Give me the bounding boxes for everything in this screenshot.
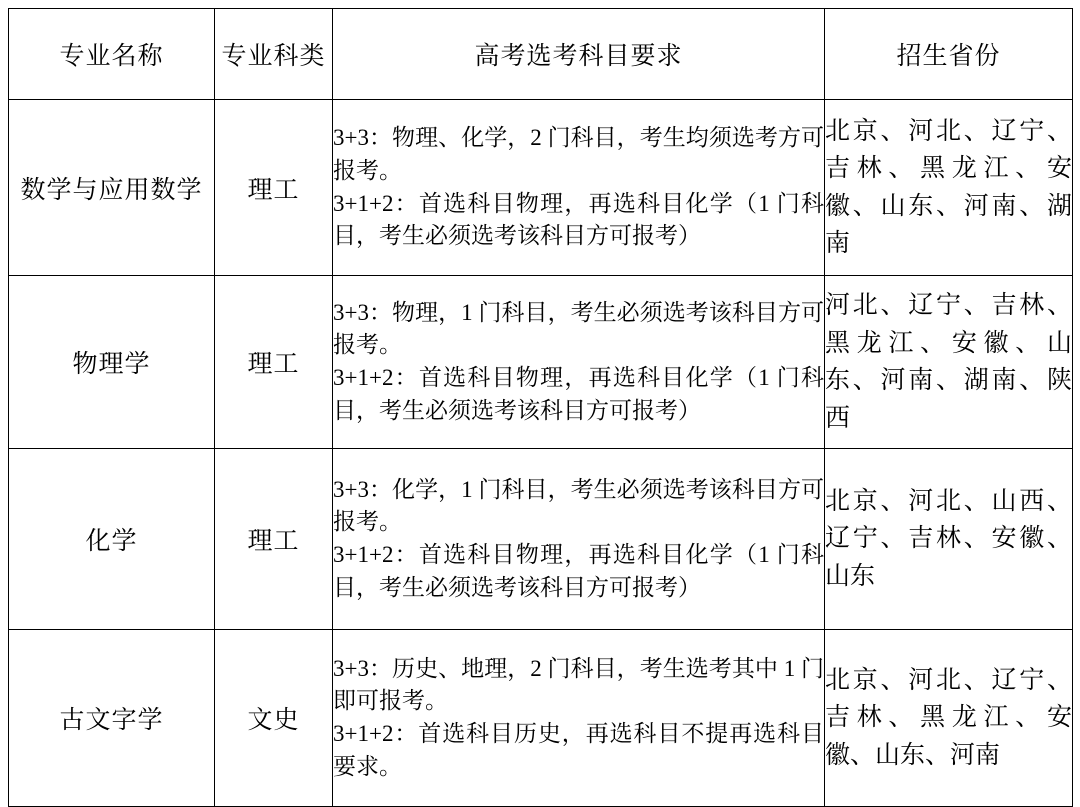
table-row — [9, 276, 1073, 449]
requirement-line-3plus3: 3+3：物理、化学，2 门科目，考生均须选考方可报考。 — [333, 125, 824, 183]
table-row — [9, 100, 1073, 276]
requirement-line-3plus1plus2: 3+1+2：首选科目物理，再选科目化学（1 门科目，考生必须选考该科目方可报考） — [333, 365, 824, 423]
requirement-line-3plus1plus2: 3+1+2：首选科目物理，再选科目化学（1 门科目，考生必须选考该科目方可报考） — [333, 542, 824, 600]
column-header-provinces: 招生省份 — [825, 9, 1073, 100]
cell-category: 理工 — [215, 449, 333, 630]
requirement-line-3plus1plus2: 3+1+2：首选科目历史，再选科目不提再选科目要求。 — [333, 721, 824, 779]
table-header — [9, 9, 1073, 100]
requirement-line-3plus3: 3+3：历史、地理，2 门科目，考生选考其中 1 门即可报考。 — [333, 655, 824, 714]
column-header-category: 专业科类 — [215, 9, 333, 100]
cell-major: 数学与应用数学 — [9, 100, 215, 276]
requirement-line-3plus1plus2: 3+1+2：首选科目物理，再选科目化学（1 门科目，考生必须选考该科目方可报考） — [333, 190, 824, 249]
table-header-row — [9, 9, 1073, 100]
cell-major: 古文字学 — [9, 630, 215, 807]
cell-provinces: 北京、河北、辽宁、吉林、黑龙江、安徽、山东、河南、湖南 — [825, 100, 1073, 276]
cell-category: 理工 — [215, 276, 333, 449]
cell-major: 化学 — [9, 449, 215, 630]
cell-provinces: 河北、辽宁、吉林、黑龙江、安徽、山东、河南、湖南、陕西 — [825, 276, 1073, 449]
column-header-subject-requirements: 高考选考科目要求 — [333, 9, 825, 100]
cell-provinces: 北京、河北、山西、辽宁、吉林、安徽、山东 — [825, 449, 1073, 630]
cell-subject-requirements — [333, 449, 825, 630]
table-row — [9, 630, 1073, 807]
cell-subject-requirements — [333, 276, 825, 449]
cell-category: 理工 — [215, 100, 333, 276]
admission-requirements-table — [8, 8, 1073, 807]
cell-category: 文史 — [215, 630, 333, 807]
cell-subject-requirements — [333, 100, 825, 276]
cell-provinces: 北京、河北、辽宁、吉林、黑龙江、安徽、山东、河南 — [825, 630, 1073, 807]
requirement-line-3plus3: 3+3：化学，1 门科目，考生必须选考该科目方可报考。 — [333, 476, 824, 535]
table-row — [9, 449, 1073, 630]
column-header-major: 专业名称 — [9, 9, 215, 100]
table-body — [9, 100, 1073, 807]
cell-subject-requirements — [333, 630, 825, 807]
cell-major: 物理学 — [9, 276, 215, 449]
requirement-line-3plus3: 3+3：物理，1 门科目，考生必须选考该科目方可报考。 — [333, 299, 824, 358]
